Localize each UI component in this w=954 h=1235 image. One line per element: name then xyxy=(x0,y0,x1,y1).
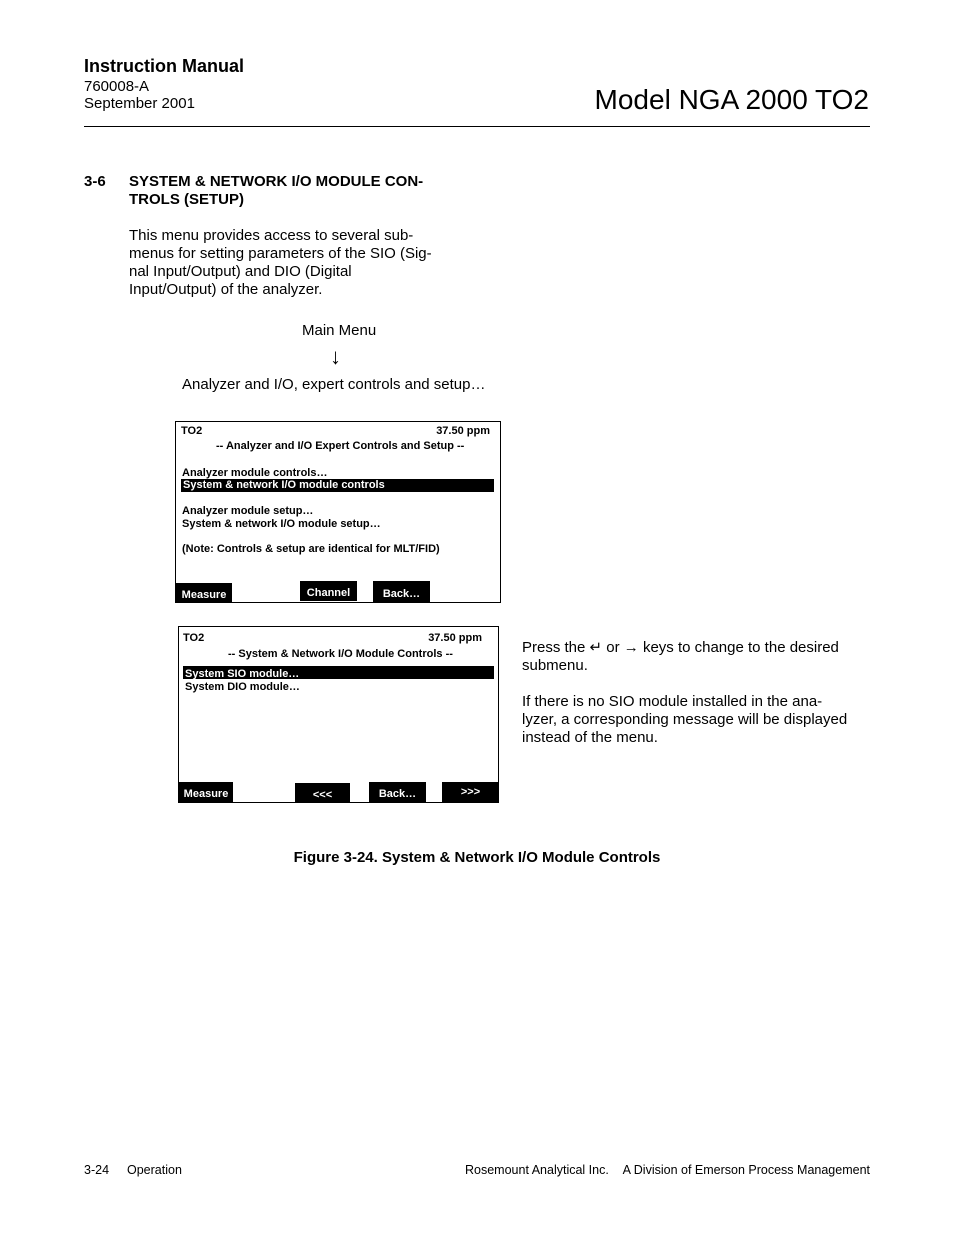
model-title: Model NGA 2000 TO2 xyxy=(594,84,869,115)
screen-heading: -- System & Network I/O Module Controls -- xyxy=(228,648,453,660)
footer-page: 3-24 xyxy=(84,1163,110,1177)
down-arrow-icon: ↓ xyxy=(330,344,341,369)
figure-caption: Figure 3-24. System & Network I/O Module Controls xyxy=(293,849,661,866)
footer-company: Rosemount Analytical Inc. xyxy=(465,1163,609,1177)
section-title xyxy=(129,173,459,209)
screen-reading: 37.50 ppm xyxy=(436,425,490,437)
screen-channel: TO2 xyxy=(183,632,205,644)
menu-path-label: Analyzer and I/O, expert controls and setup… xyxy=(182,376,486,393)
side-line: If there is no SIO module installed in the ana- xyxy=(522,693,823,710)
lcd-screen-io-module-controls xyxy=(178,626,499,803)
softkey-back[interactable]: Back… xyxy=(373,581,430,603)
menu-item-system-sio[interactable]: System SIO module… xyxy=(183,666,494,679)
header-rule xyxy=(84,126,870,127)
softkey-measure[interactable]: Measure xyxy=(179,782,233,803)
softkey-channel[interactable]: Channel xyxy=(300,581,357,601)
menu-item-system-dio[interactable]: System DIO module… xyxy=(185,681,300,693)
softkey-previous[interactable]: <<< xyxy=(295,783,350,803)
side-line: Press the ↵ or → keys to change to the desired xyxy=(522,639,839,656)
intro-paragraph xyxy=(129,227,459,299)
side-line: submenu. xyxy=(522,657,588,674)
side-line: lyzer, a corresponding message will be displayed xyxy=(522,711,848,728)
intro-line: menus for setting parameters of the SIO (Sig- xyxy=(129,245,432,262)
footer-chapter: Operation xyxy=(127,1163,182,1177)
doc-number: 760008-A xyxy=(84,78,150,95)
footer-division: A Division of Emerson Process Management xyxy=(622,1163,870,1177)
intro-line: nal Input/Output) and DIO (Digital xyxy=(129,263,352,280)
intro-line: Input/Output) of the analyzer. xyxy=(129,281,323,298)
side-paragraph-sio xyxy=(522,693,872,747)
menu-item-system-network-setup[interactable]: System & network I/O module setup… xyxy=(182,518,381,530)
doc-date: September 2001 xyxy=(84,95,195,112)
screen-reading: 37.50 ppm xyxy=(428,632,482,644)
screen-heading: -- Analyzer and I/O Expert Controls and Setup -- xyxy=(216,440,465,452)
softkey-measure[interactable]: Measure xyxy=(176,583,232,603)
softkey-next[interactable]: >>> xyxy=(442,782,499,803)
intro-line: This menu provides access to several sub- xyxy=(129,227,414,244)
menu-item-analyzer-setup[interactable]: Analyzer module setup… xyxy=(182,505,314,517)
side-line: instead of the menu. xyxy=(522,729,658,746)
side-paragraph-keys xyxy=(522,639,872,675)
menu-item-system-network-controls[interactable]: System & network I/O module controls xyxy=(181,479,494,492)
screen-note: (Note: Controls & setup are identical for MLT/FID) xyxy=(182,543,440,555)
section-title-line: SYSTEM & NETWORK I/O MODULE CON- xyxy=(129,173,424,190)
lcd-screen-expert-controls xyxy=(175,421,501,603)
menu-item-analyzer-controls[interactable]: Analyzer module controls… xyxy=(182,467,328,479)
section-number: 3-6 xyxy=(84,173,106,190)
screen-channel: TO2 xyxy=(181,425,203,437)
main-menu-label: Main Menu xyxy=(302,322,377,339)
section-title-line: TROLS (SETUP) xyxy=(129,191,244,208)
manual-label: Instruction Manual xyxy=(84,56,245,76)
softkey-back[interactable]: Back… xyxy=(369,782,426,803)
